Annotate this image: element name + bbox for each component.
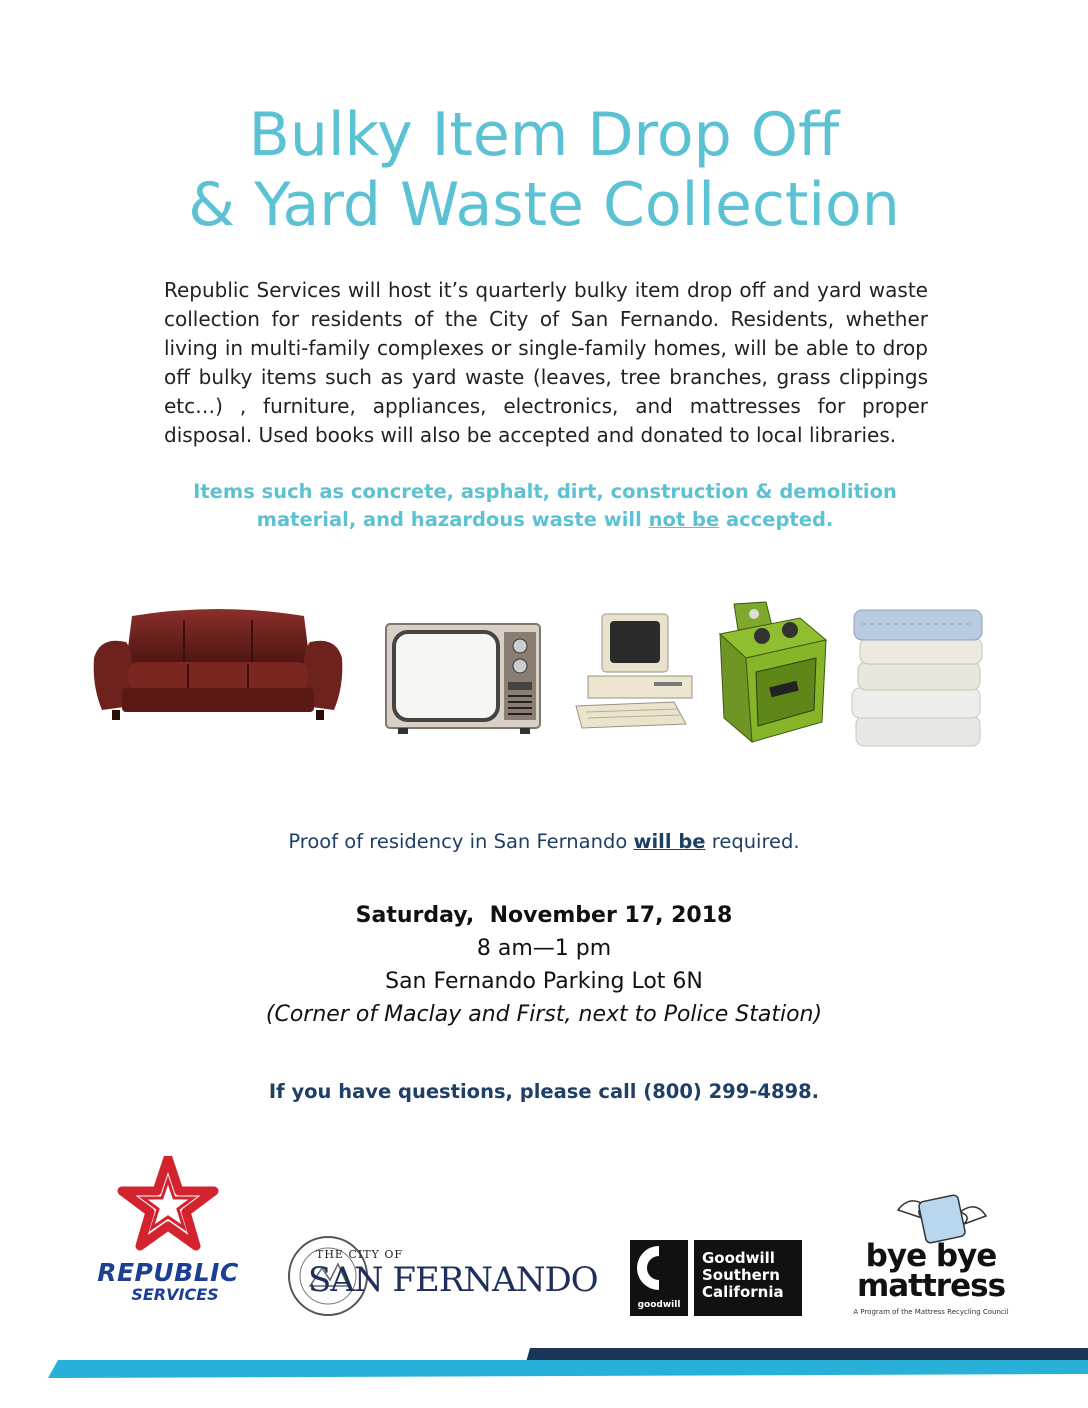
title-line-1: Bulky Item Drop Off [248,100,840,170]
goodwill-text-box [694,1240,802,1316]
goodwill-small-label: goodwill [637,1300,681,1310]
event-place: San Fernando Parking Lot 6N [385,969,703,994]
event-details [0,900,1088,1031]
city-name: SAN FERNANDO [308,1260,598,1300]
goodwill-logo [630,1240,804,1322]
not-accepted-notice [160,478,930,534]
stove-image [716,600,828,746]
notice-text-end: accepted. [719,508,834,531]
proof-emphasis: will be [633,830,706,853]
bottom-stripe [0,1340,1088,1390]
byebye-line-2: mattress [856,1268,1006,1304]
republic-services-logo [78,1156,258,1316]
goodwill-line-3: California [702,1283,784,1301]
event-date: Saturday, November 17, 2018 [355,903,733,928]
proof-of-residency-notice [0,830,1088,853]
proof-text-end: required. [705,830,800,853]
republic-name: REPUBLIC [97,1258,239,1287]
goodwill-line-1: Goodwill [702,1249,775,1267]
mattresses-image [850,604,986,750]
event-location-note: (Corner of Maclay and First, next to Police Station) [265,1002,823,1027]
notice-emphasis: not be [648,508,720,531]
byebye-line-1: bye bye [865,1238,997,1274]
goodwill-mark [630,1240,688,1316]
goodwill-face-icon [630,1240,688,1300]
computer-image [574,612,698,730]
couch-image [92,606,344,724]
republic-star-icon [78,1156,258,1256]
notice-text-start: Items such as concrete, asphalt, dirt, construction & demolition material, and hazardous waste will [193,480,897,531]
event-time: 8 am—1 pm [476,936,612,961]
contact-line: If you have questions, please call (800) 299-4898. [268,1080,820,1103]
republic-subname: SERVICES [131,1285,219,1304]
city-prefix: THE CITY OF [316,1248,403,1261]
intro-paragraph: Republic Services will host it’s quarterly bulky item drop off and yard waste collection for residents of the City of San Fernando. Residents, whether living in multi-family complexes or single-family homes, will be able to drop off bulky items such as yard waste (leaves, tree branches, grass clippings etc…) , furniture, appliances, electronics, and mattresses for proper disposal. Used books will also be accepted and donated to local libraries. [164,278,928,447]
bulky-items-illustrations [0,590,1088,760]
san-fernando-logo [286,1234,598,1324]
page-title [0,100,1088,240]
goodwill-line-2: Southern [702,1266,780,1284]
bye-bye-mattress-logo [836,1190,1026,1326]
byebye-tagline: A Program of the Mattress Recycling Council [853,1308,1009,1316]
television-image [384,622,544,738]
title-line-2: & Yard Waste Collection [188,170,900,240]
proof-text-start: Proof of residency in San Fernando [288,830,634,853]
